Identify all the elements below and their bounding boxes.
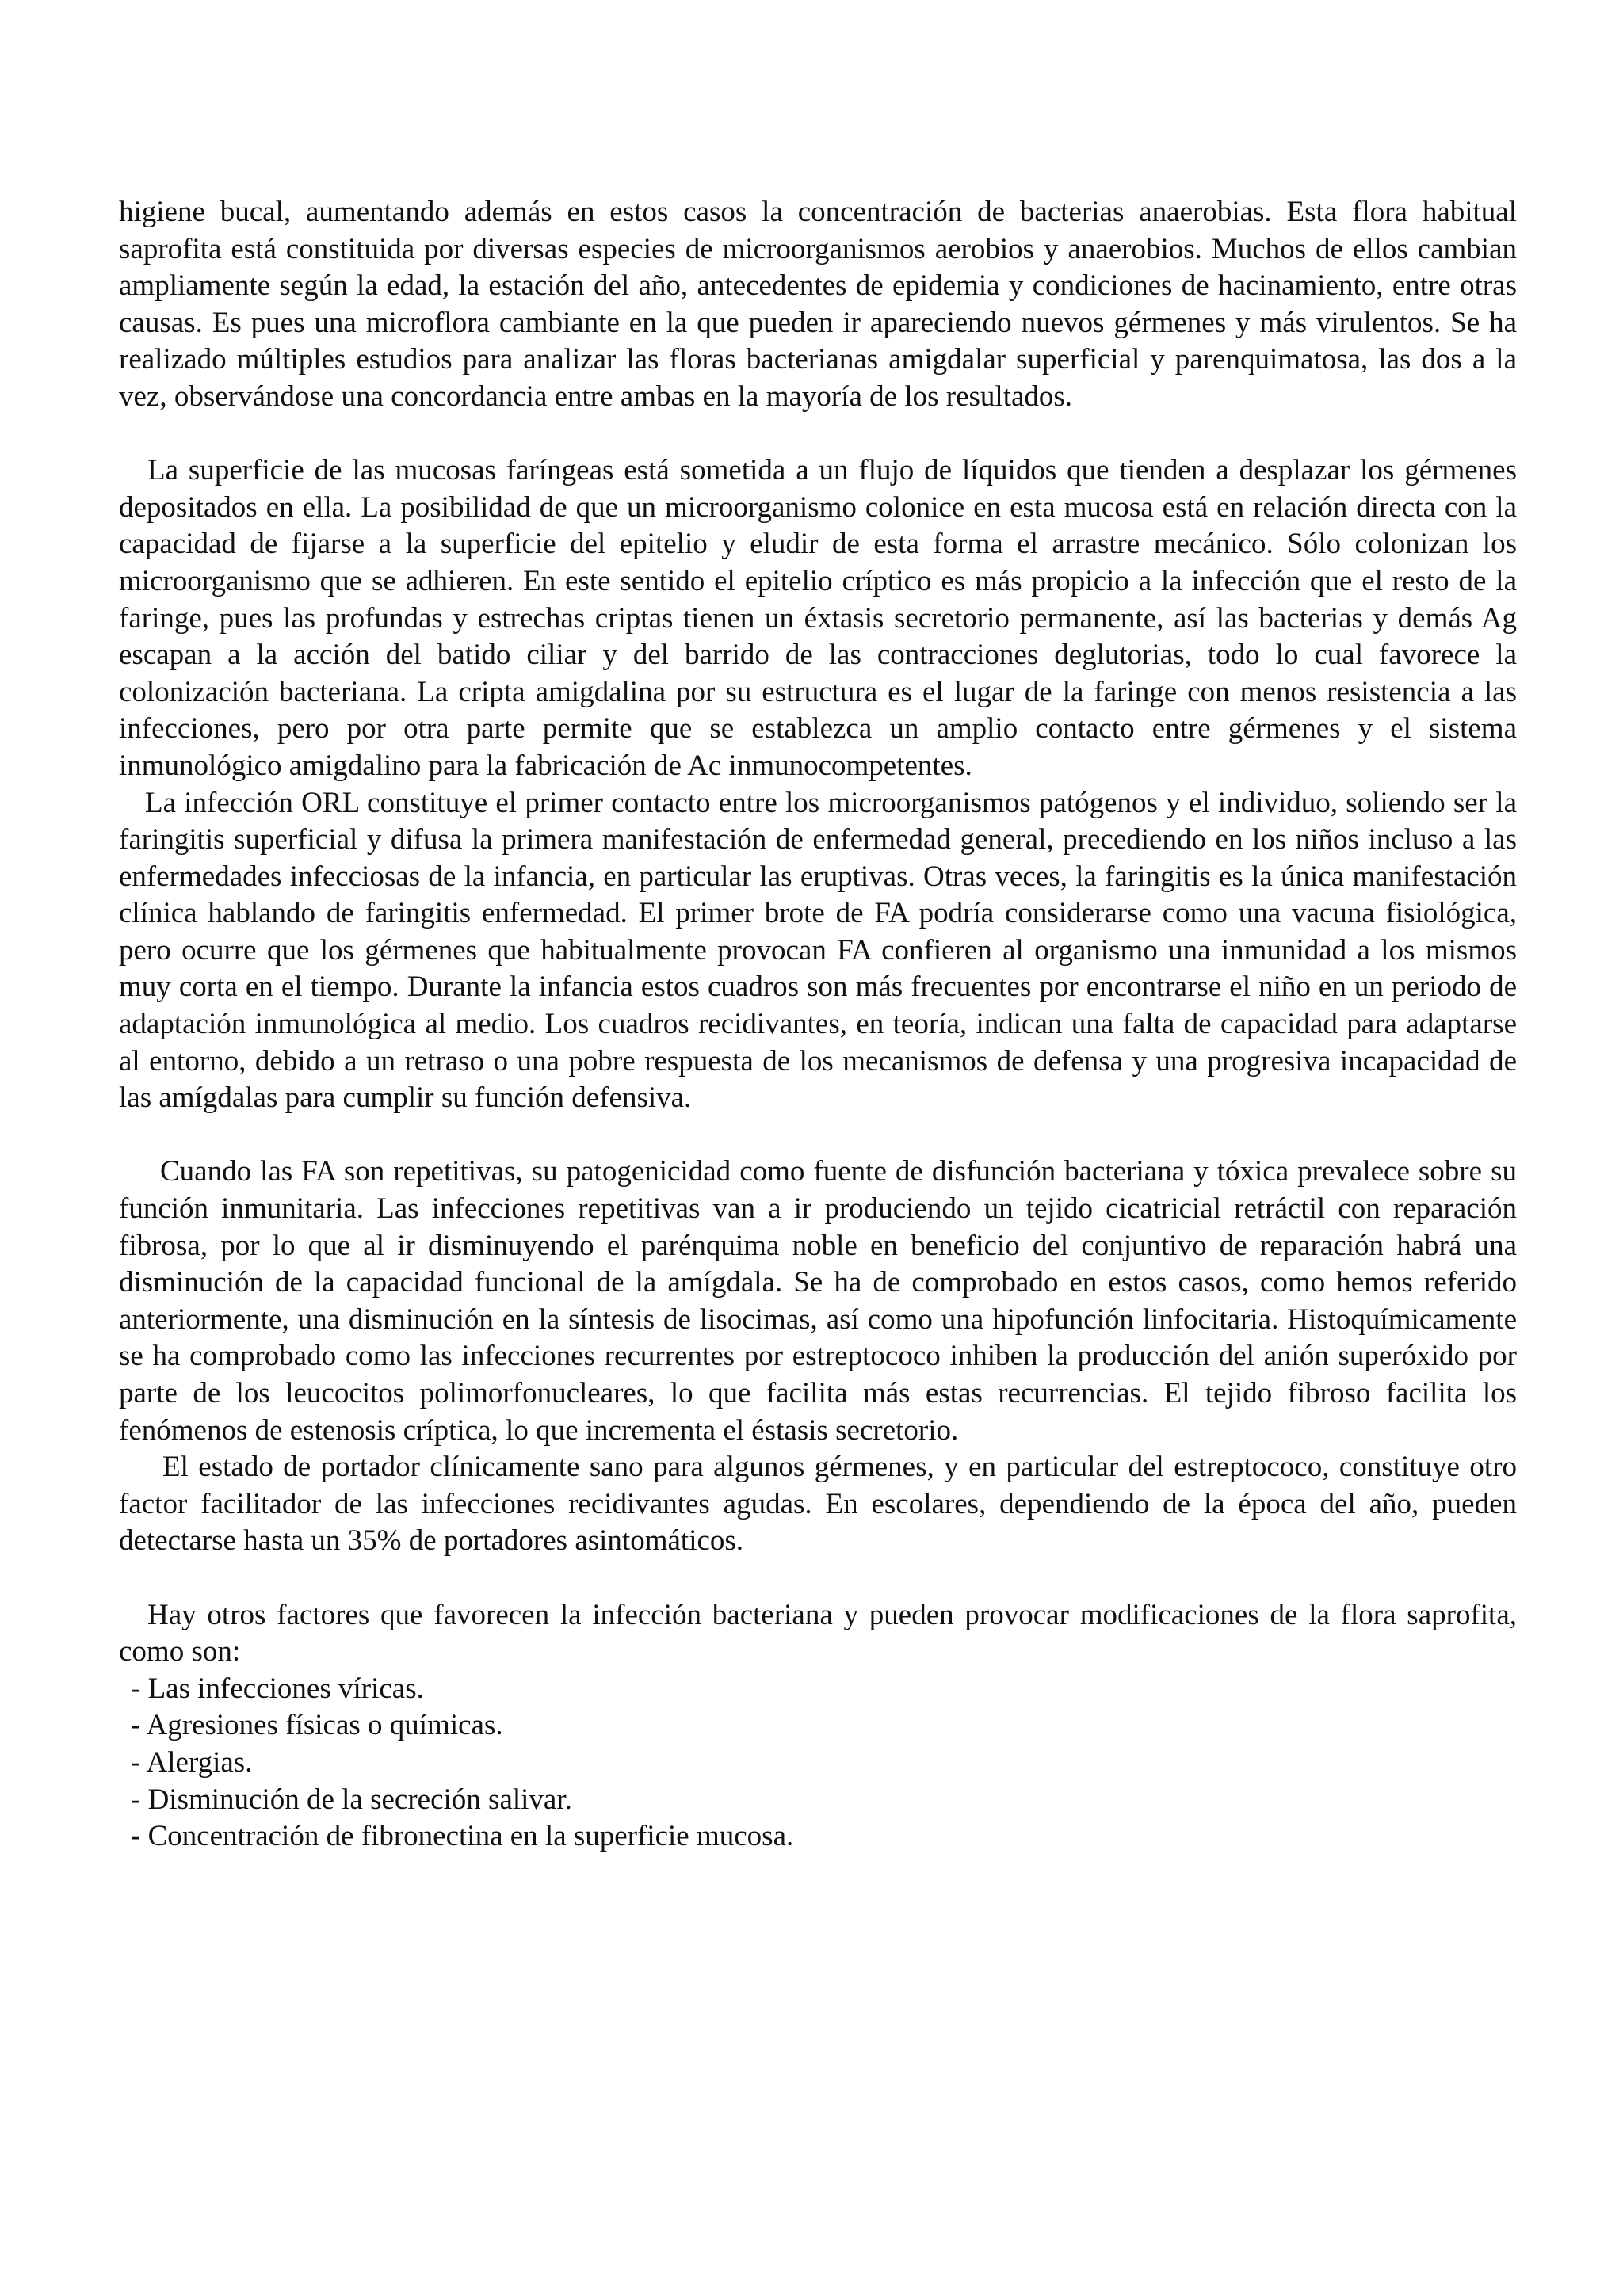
list-item: - Agresiones físicas o químicas. <box>131 1709 503 1742</box>
paragraph-infeccion-orl: La infección ORL constituye el primer contacto entre los microorganismos patógenos y el individuo, soliendo ser la faringitis superficial y difusa la primera manifestación de enfermedad general, precediendo en los niños incluso a las enfermedades infecciosas de la infancia, en particular las eruptivas. Otras veces, la faringitis es la única manifestación clínica hablando de faringitis enfermedad. El primer brote de FA podría considerarse como una vacuna fisiológica, pero ocurre que los gérmenes que habitualmente provocan FA confieren al organismo una inmunidad a los mismos muy corta en el tiempo. Durante la infancia estos cuadros son más frecuentes por encontrarse el niño en un periodo de adaptación inmunológica al medio. Los cuadros recidivantes, en teoría, indican una falta de capacidad para adaptarse al entorno, debido a un retraso o una pobre respuesta de los mecanismos de defensa y una progresiva incapacidad de las amígdalas para cumplir su función defensiva. <box>119 786 1517 1115</box>
paragraph-fa-repetitivas: Cuando las FA son repetitivas, su patogenicidad como fuente de disfunción bacteriana y tóxica prevalece sobre su función inmunitaria. Las infecciones repetitivas van a ir produciendo un tejido cicatricial retráctil con reparación fibrosa, por lo que al ir disminuyendo el parénquima noble en beneficio del conjuntivo de reparación habrá una disminución de la capacidad funcional de la amígdala. Se ha de comprobado en estos casos, como hemos referido anteriormente, una disminución en la síntesis de lisocimas, así como una hipofunción linfocitaria. Histoquímicamente se ha comprobado como las infecciones recurrentes por estreptococo inhiben la producción del anión superóxido por parte de los leucocitos polimorfonucleares, lo que facilita más estas recurrencias. El tejido fibroso facilita los fenómenos de estenosis críptica, lo que incrementa el éstasis secretorio. <box>119 1155 1517 1447</box>
factors-list <box>119 1671 1517 1855</box>
paragraph-otros-factores: Hay otros factores que favorecen la infección bacteriana y pueden provocar modificaciones de la flora saprofita, como son: <box>119 1598 1517 1669</box>
list-item: - Alergias. <box>131 1745 253 1779</box>
document-page <box>119 194 1517 1855</box>
paragraph-flora-habitual: higiene bucal, aumentando además en estos casos la concentración de bacterias anaerobias. Esta flora habitual saprofita está constituida por diversas especies de microorganismos aerobios y anaerobios. Muchos de ellos cambian ampliamente según la edad, la estación del año, antecedentes de epidemia y condiciones de hacinamiento, entre otras causas. Es pues una microflora cambiante en la que pueden ir apareciendo nuevos gérmenes y más virulentos. Se ha realizado múltiples estudios para analizar las floras bacterianas amigdalar superficial y parenquimatosa, las dos a la vez, observándose una concordancia entre ambas en la mayoría de los resultados. <box>119 196 1517 413</box>
list-item: - Concentración de fibronectina en la superficie mucosa. <box>131 1820 794 1853</box>
list-item: - Las infecciones víricas. <box>131 1672 424 1705</box>
paragraph-superficie-mucosas: La superficie de las mucosas faríngeas está sometida a un flujo de líquidos que tienden a desplazar los gérmenes depositados en ella. La posibilidad de que un microorganismo colonice en esta mucosa está en relación directa con la capacidad de fijarse a la superficie del epitelio y eludir de esta forma el arrastre mecánico. Sólo colonizan los microorganismo que se adhieren. En este sentido el epitelio críptico es más propicio a la infección que el resto de la faringe, pues las profundas y estrechas criptas tienen un éxtasis secretorio permanente, así las bacterias y demás Ag escapan a la acción del batido ciliar y del barrido de las contracciones deglutorias, todo lo cual favorece la colonización bacteriana. La cripta amigdalina por su estructura es el lugar de la faringe con menos resistencia a las infecciones, pero por otra parte permite que se establezca un amplio contacto entre gérmenes y el sistema inmunológico amigdalino para la fabricación de Ac inmunocompetentes. <box>119 454 1517 782</box>
list-item: - Disminución de la secreción salivar. <box>131 1783 572 1816</box>
paragraph-estado-portador: El estado de portador clínicamente sano para algunos gérmenes, y en particular del estreptococo, constituye otro factor facilitador de las infecciones recidivantes agudas. En escolares, dependiendo de la época del año, pueden detectarse hasta un 35% de portadores asintomáticos. <box>119 1451 1517 1558</box>
